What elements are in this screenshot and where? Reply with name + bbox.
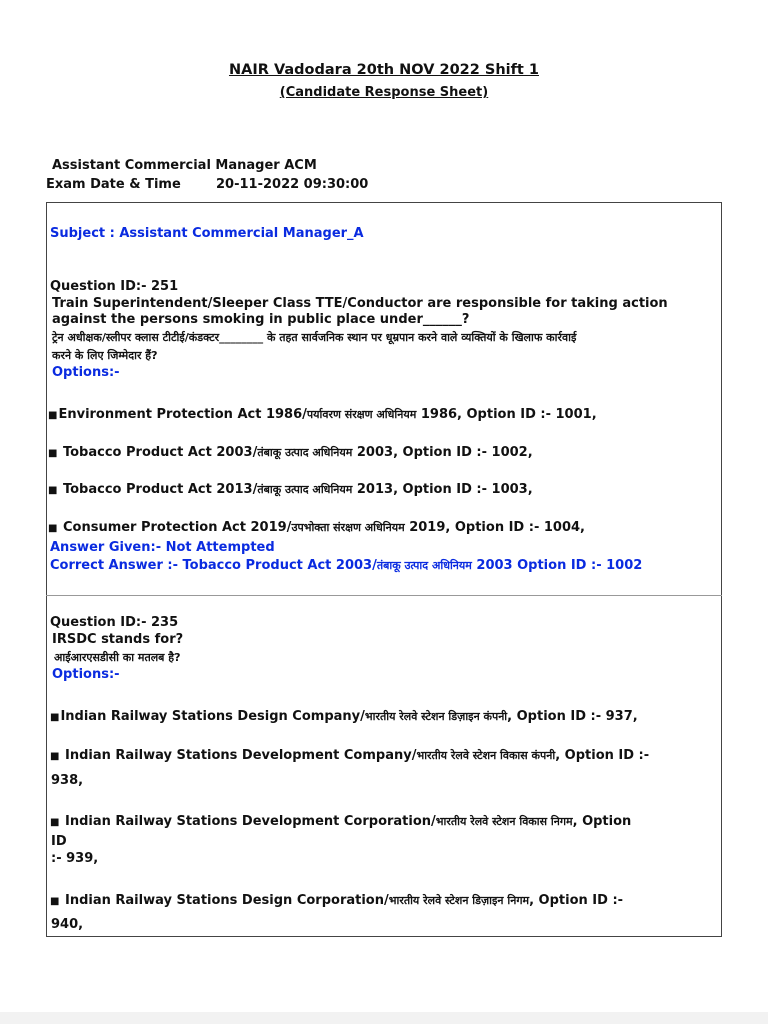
option-item: ■Indian Railway Stations Design Company/भारतीय रेलवे स्टेशन डिज़ाइन कंपनी, Option ID :- 937, bbox=[50, 709, 638, 724]
bullet-icon: ■ bbox=[50, 896, 60, 907]
answer-given: Answer Given:- Not Attempted bbox=[50, 540, 275, 555]
bullet-icon: ■ bbox=[48, 523, 58, 534]
question-text-hindi: आईआरएसडीसी का मतलब है? bbox=[54, 651, 181, 664]
bullet-icon: ■ bbox=[50, 817, 60, 828]
bullet-icon: ■ bbox=[48, 410, 58, 421]
option-item: ■ Indian Railway Stations Design Corporation/भारतीय रेलवे स्टेशन डिज़ाइन निगम, Option ID :- bbox=[50, 893, 624, 908]
question-text: against the persons smoking in public place under______? bbox=[52, 312, 470, 327]
option-item-wrap: 940, bbox=[51, 917, 84, 932]
question-id: Question ID:- 235 bbox=[50, 615, 179, 630]
question-divider bbox=[46, 595, 722, 596]
exam-date-label: Exam Date & Time bbox=[46, 177, 181, 192]
option-item: ■ Consumer Protection Act 2019/उपभोक्ता संरक्षण अधिनियम 2019, Option ID :- 1004, bbox=[48, 520, 585, 535]
question-text-hindi: ट्रेन अधीक्षक/स्लीपर क्लास टीटीई/कंडक्टर________ के तहत सार्वजनिक स्थान पर धूम्रपान करने वाले व्यक्तियों के खिलाफ कार्रवाई bbox=[52, 331, 577, 344]
page-title: NAIR Vadodara 20th NOV 2022 Shift 1 bbox=[228, 62, 539, 78]
options-label: Options:- bbox=[52, 667, 120, 682]
option-item-wrap: ID bbox=[51, 834, 67, 849]
option-item: ■ Tobacco Product Act 2003/तंबाकू उत्पाद अधिनियम 2003, Option ID :- 1002, bbox=[48, 445, 533, 460]
bullet-icon: ■ bbox=[50, 712, 60, 723]
options-label: Options:- bbox=[52, 365, 120, 380]
exam-role: Assistant Commercial Manager ACM bbox=[52, 158, 317, 173]
option-item-wrap: :- 939, bbox=[51, 851, 99, 866]
subject-heading: Subject : Assistant Commercial Manager_A bbox=[50, 226, 364, 241]
question-id: Question ID:- 251 bbox=[50, 279, 179, 294]
correct-answer: Correct Answer :- Tobacco Product Act 2003/तंबाकू उत्पाद अधिनियम 2003 Option ID :- 1002 bbox=[50, 558, 643, 573]
bullet-icon: ■ bbox=[48, 448, 58, 459]
option-item: ■ Indian Railway Stations Development Company/भारतीय रेलवे स्टेशन विकास कंपनी, Option ID :- bbox=[50, 748, 650, 763]
bullet-icon: ■ bbox=[50, 751, 60, 762]
question-text-hindi: करने के लिए जिम्मेदार हैं? bbox=[52, 349, 158, 362]
question-text: IRSDC stands for? bbox=[52, 632, 184, 647]
option-item: ■Environment Protection Act 1986/पर्यावरण संरक्षण अधिनियम 1986, Option ID :- 1001, bbox=[48, 407, 597, 422]
option-item-wrap: 938, bbox=[51, 773, 84, 788]
option-item: ■ Tobacco Product Act 2013/तंबाकू उत्पाद अधिनियम 2013, Option ID :- 1003, bbox=[48, 482, 533, 497]
exam-date-value: 20-11-2022 09:30:00 bbox=[216, 177, 369, 192]
question-text: Train Superintendent/Sleeper Class TTE/Conductor are responsible for taking action bbox=[52, 296, 668, 311]
option-item: ■ Indian Railway Stations Development Corporation/भारतीय रेलवे स्टेशन विकास निगम, Option bbox=[50, 814, 632, 829]
page-subtitle: (Candidate Response Sheet) bbox=[279, 85, 489, 100]
bullet-icon: ■ bbox=[48, 485, 58, 496]
